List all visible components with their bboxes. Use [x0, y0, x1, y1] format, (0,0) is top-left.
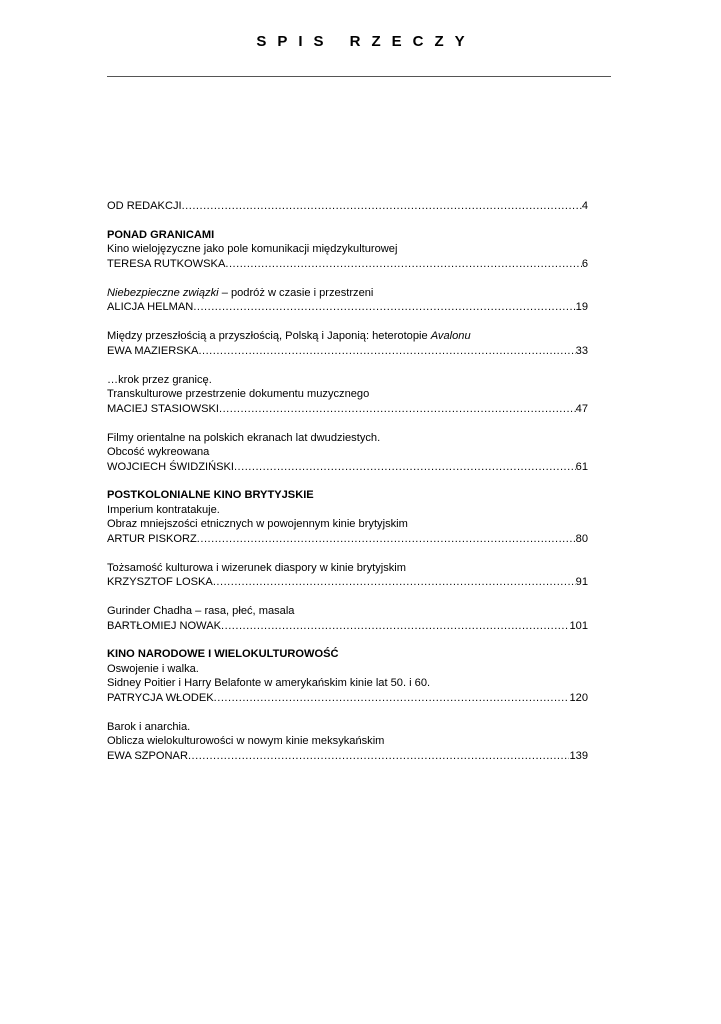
dot-leader: [197, 532, 576, 547]
toc-page-number: 33: [575, 344, 588, 357]
toc-entry-title-line: [107, 503, 588, 518]
toc-leader-line: [107, 532, 588, 547]
title-divider: [107, 76, 611, 77]
toc-title-text: – podróż w czasie i przestrzeni: [218, 286, 374, 299]
toc-entry[interactable]: [107, 503, 588, 547]
toc-page-number: 6: [581, 257, 588, 270]
toc-title-text: Filmy orientalne na polskich ekranach lat dwudziestych.: [107, 431, 381, 444]
dot-leader: [225, 257, 581, 272]
toc-entry[interactable]: [107, 373, 588, 417]
page-title: SPIS RZECZY: [256, 33, 476, 50]
toc-leader-line: [107, 257, 588, 272]
toc-title-text: Obraz mniejszości etnicznych w powojennym kinie brytyjskim: [107, 518, 408, 530]
dot-leader: [182, 199, 582, 214]
toc-title-text: Tożsamość kulturowa i wizerunek diaspory w kinie brytyjskim: [107, 561, 407, 574]
toc-entry[interactable]: [107, 242, 588, 271]
toc-entry-title-line: [107, 734, 588, 749]
toc-entry[interactable]: [107, 286, 588, 315]
toc-entry-title-line: [107, 445, 588, 460]
toc-title-text: Obcość wykreowana: [107, 446, 210, 458]
toc-leader-line: [107, 460, 588, 475]
toc-entry-title-line: [107, 387, 588, 402]
toc-title-text: Oblicza wielokulturowości w nowym kinie meksykańskim: [107, 735, 385, 747]
toc-entry[interactable]: [107, 662, 588, 706]
toc-title-text: Barok i anarchia.: [107, 720, 191, 733]
toc-leader-line: [107, 402, 588, 417]
toc-entry[interactable]: [107, 720, 588, 764]
toc-title-text: Imperium kontratakuje.: [107, 503, 220, 516]
toc-page-number: 19: [575, 301, 588, 313]
toc-page-number: 91: [575, 576, 588, 588]
toc-page-number: 61: [575, 460, 588, 473]
toc-entry-title-line: [107, 517, 588, 532]
toc-entry[interactable]: [107, 604, 588, 633]
toc-entry-title-line: [107, 329, 588, 344]
toc-title-text: Kino wielojęzyczne jako pole komunikacji międzykulturowej: [107, 243, 398, 255]
toc-entry-label: OD REDAKCJI: [107, 200, 182, 212]
toc-entry-title-line: [107, 720, 588, 735]
toc-entry-author: WOJCIECH ŚWIDZIŃSKI: [107, 460, 234, 473]
toc-leader-line: [107, 749, 588, 764]
toc-entry-title-line: [107, 604, 588, 619]
toc-entry-title-line: [107, 662, 588, 677]
toc-entry-editorial[interactable]: [107, 199, 588, 214]
toc-leader-line: [107, 619, 588, 634]
toc-section-heading: POSTKOLONIALNE KINO BRYTYJSKIE: [107, 489, 314, 501]
toc-leader-line: [107, 691, 588, 706]
toc-title-text: Transkulturowe przestrzenie dokumentu muzycznego: [107, 388, 370, 400]
toc-entry-author: BARTŁOMIEJ NOWAK: [107, 619, 222, 632]
toc-title-text: Oswojenie i walka.: [107, 662, 199, 675]
toc-entry-author: ARTUR PISKORZ: [107, 532, 197, 545]
table-of-contents: [107, 199, 588, 763]
toc-sections: [107, 228, 588, 764]
toc-entry-title-line: [107, 242, 588, 257]
toc-section-heading: PONAD GRANICAMI: [107, 228, 215, 241]
toc-entry-author: EWA SZPONAR: [107, 749, 188, 762]
toc-entry-title-line: [107, 373, 588, 388]
toc-page-number: 101: [569, 619, 588, 632]
toc-entry-title-line: [107, 676, 588, 691]
dot-leader: [214, 691, 570, 706]
toc-entry-title-line: [107, 286, 588, 301]
dot-leader: [221, 619, 569, 634]
toc-leader-line: [107, 344, 588, 359]
toc-entry-author: PATRYCJA WŁODEK: [107, 691, 214, 704]
toc-title-italic-text: Avalonu: [430, 330, 471, 342]
toc-section-heading: KINO NARODOWE I WIELOKULTUROWOŚĆ: [107, 648, 339, 660]
toc-entry-author: ALICJA HELMAN: [107, 301, 194, 313]
toc-title-text: …krok przez granicę.: [107, 373, 212, 386]
toc-entry-author: KRZYSZTOF LOSKA: [107, 576, 213, 588]
toc-page-number: 80: [575, 532, 588, 545]
toc-leader-line: [107, 300, 588, 315]
toc-entry[interactable]: [107, 329, 588, 358]
dot-leader: [193, 300, 575, 315]
toc-title-text: Między przeszłością a przyszłością, Polską i Japonią: heterotopie: [107, 330, 431, 342]
dot-leader: [198, 344, 575, 359]
toc-entry[interactable]: [107, 561, 588, 590]
toc-leader-line: [107, 199, 588, 214]
toc-entry-title-line: [107, 561, 588, 576]
dot-leader: [213, 575, 576, 590]
toc-entry-author: MACIEJ STASIOWSKI: [107, 402, 219, 415]
toc-entry-title-line: [107, 431, 588, 446]
toc-title-italic-text: Niebezpieczne związki: [107, 286, 219, 299]
dot-leader: [219, 402, 576, 417]
toc-page-number: 47: [575, 402, 588, 415]
toc-page-number: 139: [569, 749, 588, 762]
toc-entry[interactable]: [107, 431, 588, 475]
toc-title-text: Gurinder Chadha – rasa, płeć, masala: [107, 605, 295, 617]
toc-entry-author: EWA MAZIERSKA: [107, 344, 199, 357]
toc-title-text: Sidney Poitier i Harry Belafonte w amerykańskim kinie lat 50. i 60.: [107, 677, 431, 689]
toc-leader-line: [107, 575, 588, 590]
toc-page-number: 120: [569, 691, 588, 704]
toc-entry-author: TERESA RUTKOWSKA: [107, 257, 226, 270]
dot-leader: [234, 460, 576, 475]
toc-page-number: 4: [581, 200, 588, 212]
dot-leader: [188, 749, 570, 764]
